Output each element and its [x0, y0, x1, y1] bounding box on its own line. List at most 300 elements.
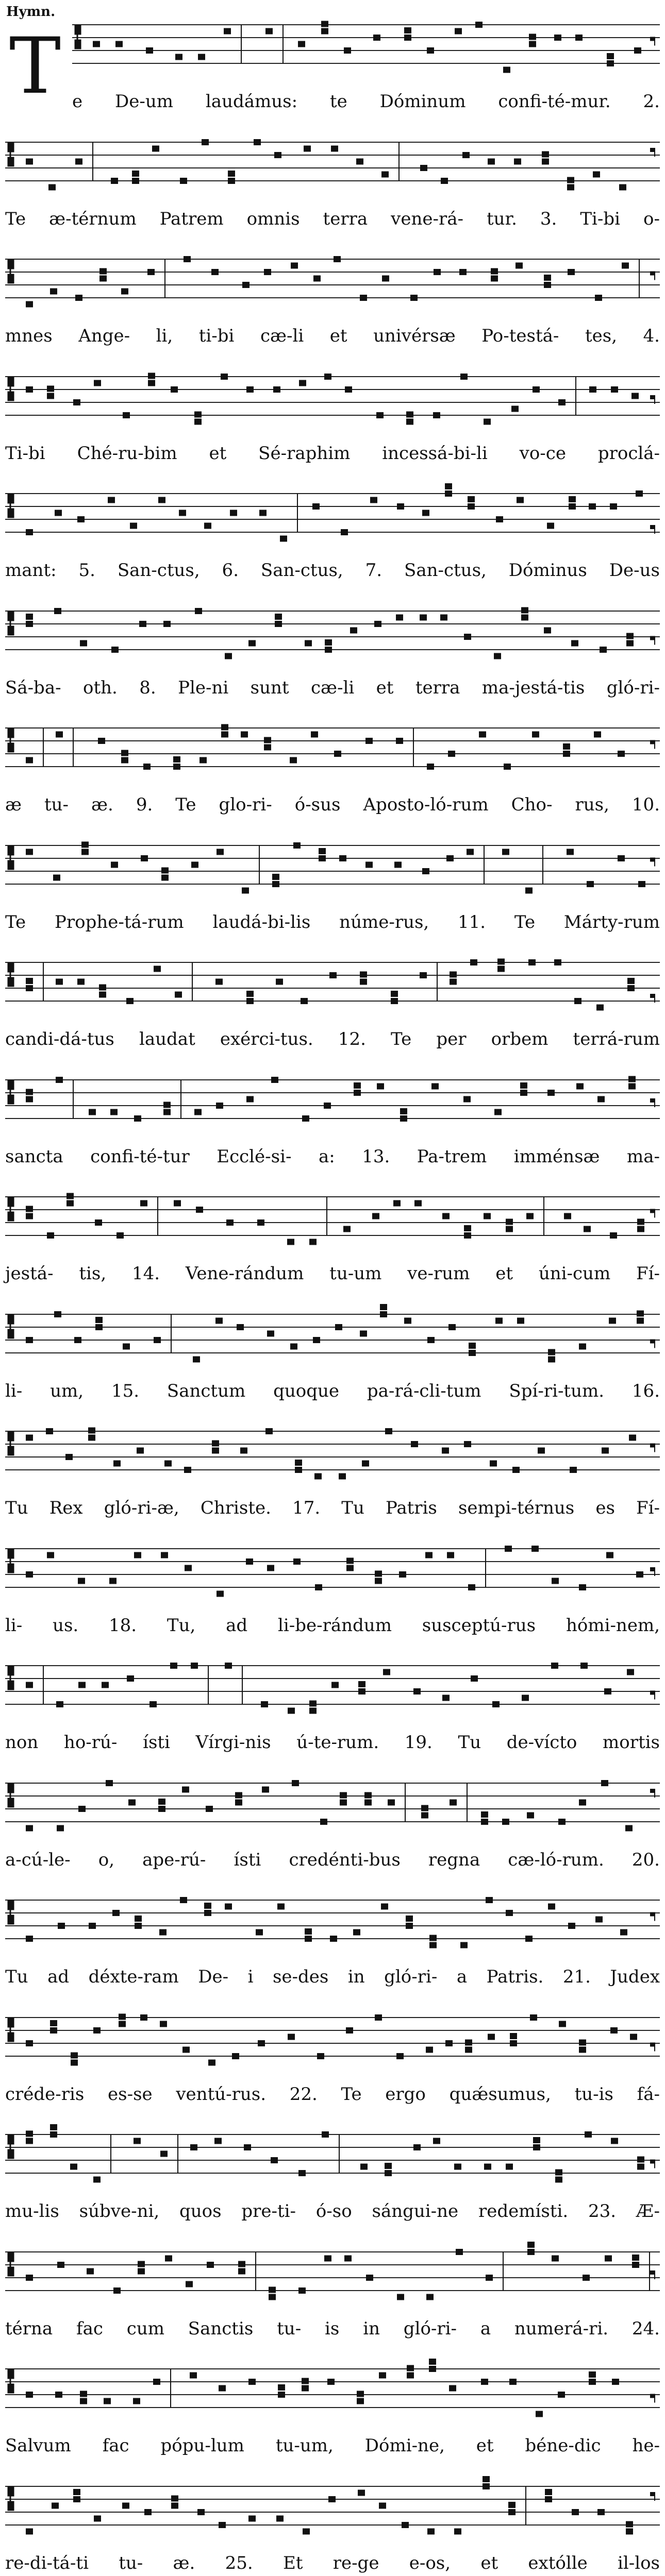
- neume: [377, 1083, 384, 1089]
- neume: [407, 2365, 414, 2371]
- neume: [65, 1454, 73, 1460]
- neume: [258, 2040, 265, 2046]
- staff-lines: [5, 245, 660, 312]
- neume: [311, 732, 318, 738]
- neume: [450, 972, 457, 978]
- staff-lines: [5, 597, 660, 664]
- neume: [171, 2495, 178, 2501]
- neume: [579, 2046, 586, 2053]
- neume: [26, 2392, 33, 2398]
- lyric-line: Tu Rex gló-ri-æ, Christe. 17. Tu Patris sempi-térnus es Fí-: [5, 1498, 660, 1518]
- neume: [525, 887, 533, 893]
- chant-system: [0, 2003, 665, 2116]
- staff-lines: [5, 1886, 660, 1953]
- neume: [197, 2509, 205, 2515]
- neume: [464, 1441, 471, 1447]
- neume: [26, 1825, 33, 1831]
- neume: [465, 2046, 472, 2053]
- neume: [483, 2483, 490, 2489]
- neume: [388, 1799, 395, 1805]
- neume: [75, 295, 82, 301]
- neume: [264, 269, 271, 275]
- neume: [321, 28, 328, 35]
- staff: [5, 714, 660, 781]
- neume: [184, 256, 191, 262]
- staff-lines: [5, 1182, 660, 1249]
- neume: [81, 849, 89, 855]
- staff-lines: [5, 2120, 660, 2187]
- neume: [597, 2509, 605, 2515]
- neume: [442, 1448, 449, 1454]
- neume: [292, 1780, 299, 1786]
- neume: [497, 966, 505, 972]
- neume: [26, 1936, 33, 1942]
- neume: [163, 1109, 171, 1115]
- neume: [517, 497, 524, 503]
- neume: [595, 1917, 603, 1923]
- neume: [637, 2164, 644, 2170]
- neume: [128, 1799, 136, 1805]
- neume: [426, 2294, 434, 2300]
- neume: [365, 861, 373, 868]
- neume: [302, 1115, 309, 1122]
- neume: [372, 1213, 379, 1219]
- neume: [504, 764, 511, 770]
- lyric-line: Sá-ba- oth. 8. Ple-ni sunt cæ-li et terra ma-jestá-tis gló-ri-: [5, 677, 660, 698]
- chant-system: [0, 1417, 665, 1530]
- neume: [219, 2522, 226, 2528]
- neume: [542, 151, 549, 157]
- neume: [327, 2379, 335, 2385]
- neume: [433, 412, 440, 418]
- neume: [422, 868, 429, 874]
- staff-lines: [5, 2003, 660, 2070]
- neume: [190, 2372, 197, 2379]
- neume: [575, 35, 583, 41]
- neume: [119, 2021, 126, 2027]
- neume: [583, 2275, 590, 2281]
- neume: [468, 496, 475, 502]
- neume: [58, 1923, 65, 1929]
- chant-system: [0, 714, 665, 827]
- neume: [339, 1473, 346, 1480]
- chant-system: [0, 128, 665, 241]
- neume: [211, 269, 219, 275]
- staff: [5, 831, 660, 898]
- chant-system: [0, 831, 665, 944]
- neume: [71, 2052, 78, 2058]
- staff: [5, 479, 660, 546]
- neume: [496, 516, 503, 522]
- neume: [242, 282, 250, 288]
- neume: [585, 2131, 592, 2138]
- neume: [325, 639, 332, 646]
- neume: [563, 751, 570, 757]
- staff: [5, 2120, 660, 2187]
- neume: [315, 1584, 322, 1590]
- neume: [460, 1942, 468, 1948]
- neume: [264, 737, 271, 743]
- neume: [56, 1077, 63, 1083]
- custos-icon: [651, 38, 655, 46]
- staff-lines: [5, 362, 660, 429]
- neume: [93, 2027, 101, 2033]
- neume: [171, 2502, 178, 2509]
- neume: [442, 1213, 450, 1219]
- neume: [301, 998, 308, 1004]
- chant-system: [0, 1065, 665, 1179]
- neume: [563, 743, 570, 750]
- neume: [194, 418, 202, 425]
- staff-lines: [5, 2472, 660, 2539]
- neume: [587, 881, 594, 887]
- neume: [298, 2170, 306, 2176]
- neume: [246, 386, 254, 393]
- neume: [611, 386, 618, 393]
- neume: [502, 1819, 509, 1825]
- neume: [302, 2378, 309, 2384]
- neume: [87, 2268, 94, 2274]
- neume: [470, 959, 477, 965]
- drop-initial: T: [9, 22, 61, 111]
- neume: [111, 647, 119, 653]
- neume: [548, 1349, 555, 1355]
- neume: [450, 979, 457, 985]
- neume: [445, 490, 452, 497]
- neume: [138, 2268, 145, 2274]
- neume: [273, 386, 280, 393]
- neume: [73, 2496, 80, 2502]
- neume: [305, 1928, 312, 1935]
- staff: [5, 1417, 660, 1484]
- neume: [228, 178, 235, 184]
- neume: [80, 640, 87, 646]
- neume: [463, 1096, 471, 1102]
- neume: [320, 1819, 327, 1825]
- neume: [267, 1565, 274, 1571]
- neume: [449, 2385, 456, 2392]
- neume: [506, 2164, 513, 2170]
- neume: [81, 841, 89, 848]
- neume: [421, 1805, 428, 1811]
- neume: [597, 1096, 605, 1102]
- neume: [559, 2021, 566, 2027]
- neume: [26, 1337, 33, 1343]
- neume: [455, 28, 462, 35]
- neume: [191, 1663, 198, 1669]
- staff-lines: [5, 128, 660, 195]
- neume: [467, 849, 474, 855]
- neume: [88, 1428, 95, 1434]
- neume: [269, 2286, 276, 2293]
- custos-icon: [651, 1444, 655, 1452]
- neume: [381, 1904, 388, 1910]
- neume: [620, 1929, 627, 1936]
- neume: [429, 2359, 436, 2365]
- neume: [491, 276, 498, 282]
- neume: [163, 1101, 171, 1108]
- neume: [551, 1663, 558, 1669]
- neume: [26, 621, 33, 627]
- neume: [544, 275, 551, 281]
- neume: [328, 2496, 336, 2502]
- neume: [571, 640, 578, 646]
- neume: [154, 966, 161, 972]
- neume: [626, 2528, 633, 2534]
- neume: [396, 738, 403, 744]
- neume: [637, 1226, 644, 1232]
- neume: [397, 2294, 404, 2300]
- neume: [78, 1578, 85, 1584]
- neume: [298, 41, 305, 47]
- neume: [555, 2170, 562, 2176]
- neume: [193, 1356, 200, 1362]
- neume: [360, 1330, 367, 1336]
- neume: [298, 2287, 306, 2294]
- neume: [158, 1799, 165, 1805]
- neume: [152, 145, 159, 151]
- neume: [175, 992, 182, 998]
- neume: [237, 1324, 244, 1330]
- neume: [324, 374, 331, 380]
- neume: [486, 1897, 493, 1903]
- neume: [393, 1200, 401, 1207]
- neume: [454, 2164, 461, 2170]
- neume: [406, 418, 413, 425]
- neume: [248, 640, 256, 646]
- neume: [391, 991, 398, 997]
- neume: [159, 1929, 167, 1936]
- neume: [396, 2053, 404, 2059]
- neume: [149, 1701, 157, 1707]
- lyric-line: e De-um laudámus: te Dóminum confi-té-mur. 2.: [72, 91, 660, 112]
- neume: [422, 510, 429, 516]
- lyric-line: créde-ris es-se ventú-rus. 22. Te ergo quǽsumus, tu-is fá-: [5, 2083, 660, 2105]
- neume: [98, 738, 105, 744]
- lyric-line: re-di-tá-ti tu- æ. 25. Et re-ge e-os, et extólle il-los: [5, 2552, 660, 2573]
- neume: [483, 2476, 490, 2482]
- neume: [26, 849, 33, 855]
- neume: [429, 1942, 437, 1948]
- neume: [95, 1219, 102, 1226]
- neume: [139, 621, 146, 627]
- neume: [127, 1675, 134, 1682]
- neume: [464, 634, 471, 640]
- neume: [440, 614, 447, 620]
- neume: [309, 1708, 317, 1714]
- staff-lines: [5, 1534, 660, 1601]
- neume: [353, 1929, 360, 1936]
- neume: [196, 1207, 203, 1213]
- neume: [569, 503, 576, 510]
- neume: [77, 979, 85, 985]
- lyric-line: candi-dá-tus laudat exérci-tus. 12. Te per orbem terrá-rum: [5, 1029, 660, 1049]
- neume: [464, 1225, 471, 1231]
- neume: [280, 536, 287, 542]
- neume: [630, 2033, 637, 2040]
- neume: [610, 1232, 617, 1239]
- neume: [610, 503, 617, 510]
- neume: [382, 276, 389, 282]
- neume: [312, 503, 320, 510]
- neume: [622, 263, 629, 269]
- neume: [238, 2261, 245, 2267]
- neume: [510, 2040, 517, 2046]
- neume: [411, 1441, 418, 1447]
- neume: [164, 1461, 172, 1467]
- neume: [536, 2411, 543, 2417]
- neume: [267, 1330, 274, 1336]
- neume: [396, 614, 403, 620]
- neume: [491, 268, 498, 275]
- neume: [275, 621, 282, 627]
- neume: [379, 2502, 386, 2509]
- neume: [431, 1083, 439, 1089]
- neume: [627, 1669, 634, 1675]
- custos-icon: [651, 1691, 655, 1700]
- neume: [26, 985, 33, 991]
- neume: [522, 1695, 529, 1701]
- neume: [278, 2384, 285, 2391]
- neume: [95, 1324, 103, 1330]
- neume: [212, 1448, 219, 1454]
- neume: [605, 2255, 612, 2261]
- neume: [99, 268, 107, 275]
- neume: [113, 2287, 121, 2294]
- neume: [299, 380, 306, 386]
- neume: [305, 1936, 312, 1942]
- neume: [226, 1219, 234, 1226]
- neume: [358, 1688, 365, 1694]
- neume: [364, 1799, 372, 1805]
- chant-system: [0, 597, 665, 710]
- neume: [221, 732, 228, 738]
- chant-system: [0, 479, 665, 592]
- neume: [445, 2040, 453, 2046]
- neume: [370, 497, 377, 503]
- neume: [385, 2170, 392, 2176]
- staff: [5, 1769, 660, 1836]
- neume: [400, 1108, 407, 1114]
- neume: [404, 35, 411, 41]
- neume: [26, 1206, 33, 1212]
- neume: [108, 497, 115, 503]
- neume: [628, 1076, 636, 1082]
- neume: [360, 295, 367, 301]
- neume: [406, 411, 413, 417]
- neume: [138, 2261, 145, 2267]
- neume: [290, 757, 297, 764]
- neume: [427, 1337, 435, 1343]
- neume: [55, 2392, 62, 2398]
- neume: [426, 2046, 433, 2053]
- neume: [554, 35, 561, 41]
- neume: [246, 998, 254, 1004]
- neume: [506, 1219, 513, 1225]
- neume: [319, 848, 326, 854]
- neume: [469, 1343, 476, 1349]
- neume: [71, 2059, 78, 2065]
- neume: [74, 1337, 81, 1343]
- neume: [552, 1578, 559, 1584]
- neume: [246, 1558, 253, 1565]
- neume: [26, 2040, 33, 2046]
- neume: [637, 2157, 644, 2163]
- neume: [276, 979, 283, 985]
- neume: [521, 607, 528, 613]
- neume: [330, 1936, 337, 1942]
- neume: [246, 991, 254, 997]
- neume: [516, 263, 523, 269]
- neume: [232, 2053, 239, 2059]
- neume: [93, 41, 100, 47]
- neume: [486, 2275, 493, 2281]
- neume: [200, 757, 207, 764]
- neume: [179, 510, 186, 516]
- custos-icon: [651, 1913, 655, 1921]
- neume: [99, 992, 106, 998]
- neume: [154, 1337, 161, 1343]
- chant-system: [0, 10, 665, 124]
- neume: [158, 497, 165, 503]
- neume: [261, 1701, 268, 1707]
- neume: [425, 1552, 433, 1558]
- lyric-line: mu-lis súbve-ni, quos pre-ti- ó-so sángui-ne redemísti. 23. Æ-: [5, 2201, 660, 2222]
- neume: [130, 523, 137, 529]
- neume: [77, 516, 85, 522]
- neume: [346, 2027, 353, 2033]
- neume: [185, 1565, 192, 1571]
- neume: [52, 2502, 59, 2509]
- lyric-line: li- um, 15. Sanctum quoque pa-rá-cli-tum Spí-ri-tum. 16.: [5, 1380, 660, 1401]
- neume: [123, 1343, 130, 1349]
- neume: [379, 2372, 386, 2379]
- neume: [274, 152, 281, 158]
- neume: [99, 276, 107, 282]
- neume: [194, 411, 202, 417]
- neume: [50, 2124, 57, 2130]
- neume: [104, 2398, 111, 2404]
- neume: [144, 2509, 152, 2515]
- staff: [5, 1534, 660, 1601]
- custos-icon: [651, 1340, 655, 1348]
- neume: [434, 269, 441, 275]
- neume: [89, 1109, 96, 1115]
- neume: [421, 1812, 428, 1818]
- neume: [242, 887, 249, 893]
- neume: [184, 1467, 191, 1473]
- chant-system: [0, 245, 665, 358]
- chant-system: [0, 2354, 665, 2468]
- neume: [576, 1083, 584, 1089]
- neume: [291, 263, 298, 269]
- neume: [611, 2138, 618, 2144]
- neume: [26, 1682, 33, 1688]
- lyric-line: non ho-rú- ísti Vírgi-nis ú-te-rum. 19. Tu de-vícto mortis: [5, 1732, 660, 1753]
- neume: [637, 1219, 644, 1225]
- neume: [481, 2379, 488, 2385]
- lyric-line: Tu ad déxte-ram De- i se-des in gló-ri- a Patris. 21. Judex: [5, 1967, 660, 1987]
- neume: [579, 1799, 586, 1805]
- neume: [111, 178, 118, 184]
- neume: [634, 47, 641, 54]
- neume: [456, 2249, 463, 2255]
- neume: [248, 2515, 256, 2521]
- neume: [54, 1311, 61, 1317]
- neume: [604, 1688, 611, 1694]
- neume: [334, 256, 341, 262]
- neume: [278, 2392, 285, 2398]
